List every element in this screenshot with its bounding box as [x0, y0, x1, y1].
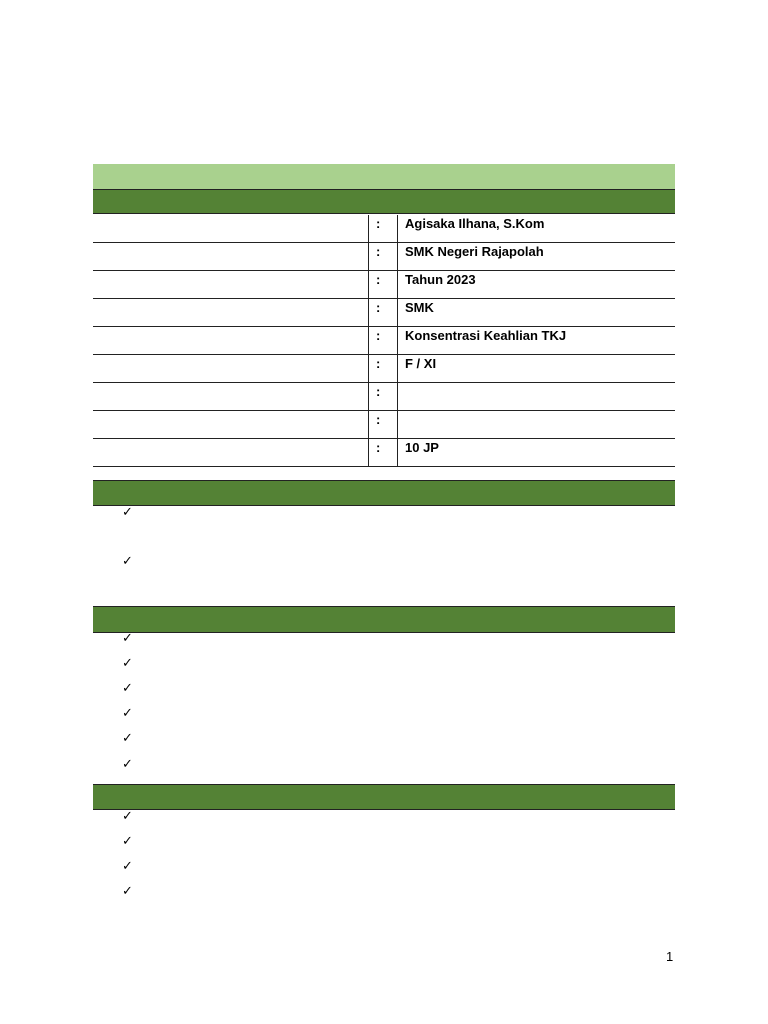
- checkmark-icon: ✓: [122, 731, 133, 746]
- table-row: [93, 271, 675, 299]
- checkmark-icon: ✓: [122, 884, 133, 899]
- row-label: [93, 215, 369, 243]
- title-band: [93, 164, 675, 189]
- table-row: [93, 439, 675, 467]
- checkmark-icon: ✓: [122, 505, 133, 520]
- checkmark-icon: ✓: [122, 757, 133, 772]
- row-colon: :: [369, 299, 398, 327]
- row-value: SMK Negeri Rajapolah: [398, 243, 676, 271]
- row-label: [93, 439, 369, 467]
- row-colon: :: [369, 411, 398, 439]
- row-value: 10 JP: [398, 439, 676, 467]
- row-colon: :: [369, 271, 398, 299]
- checkmark-icon: ✓: [122, 859, 133, 874]
- row-label: [93, 327, 369, 355]
- row-colon: :: [369, 327, 398, 355]
- checkmark-icon: ✓: [122, 631, 133, 646]
- table-row: [93, 383, 675, 411]
- section-header-band: [93, 606, 675, 633]
- row-value: SMK: [398, 299, 676, 327]
- row-value: Tahun 2023: [398, 271, 676, 299]
- row-colon: :: [369, 355, 398, 383]
- checkmark-icon: ✓: [122, 809, 133, 824]
- row-label: [93, 299, 369, 327]
- row-label: [93, 271, 369, 299]
- row-value: F / XI: [398, 355, 676, 383]
- row-value: Konsentrasi Keahlian TKJ: [398, 327, 676, 355]
- table-row: [93, 243, 675, 271]
- table-row: [93, 299, 675, 327]
- row-label: [93, 243, 369, 271]
- row-value: [398, 411, 676, 439]
- table-row: [93, 411, 675, 439]
- row-value: [398, 383, 676, 411]
- page-number: 1: [666, 949, 674, 964]
- row-label: [93, 383, 369, 411]
- row-colon: :: [369, 215, 398, 243]
- row-value: Agisaka Ilhana, S.Kom: [398, 215, 676, 243]
- checkmark-icon: ✓: [122, 554, 133, 569]
- checkmark-icon: ✓: [122, 834, 133, 849]
- section-header-band: [93, 784, 675, 810]
- row-colon: :: [369, 243, 398, 271]
- row-colon: :: [369, 439, 398, 467]
- checkmark-icon: ✓: [122, 656, 133, 671]
- identity-header-band: [93, 189, 675, 214]
- table-row: [93, 215, 675, 243]
- section-header-band: [93, 480, 675, 506]
- checkmark-icon: ✓: [122, 681, 133, 696]
- checkmark-icon: ✓: [122, 706, 133, 721]
- table-row: [93, 327, 675, 355]
- row-label: [93, 411, 369, 439]
- table-row: [93, 355, 675, 383]
- identity-table: [93, 215, 675, 467]
- row-label: [93, 355, 369, 383]
- row-colon: :: [369, 383, 398, 411]
